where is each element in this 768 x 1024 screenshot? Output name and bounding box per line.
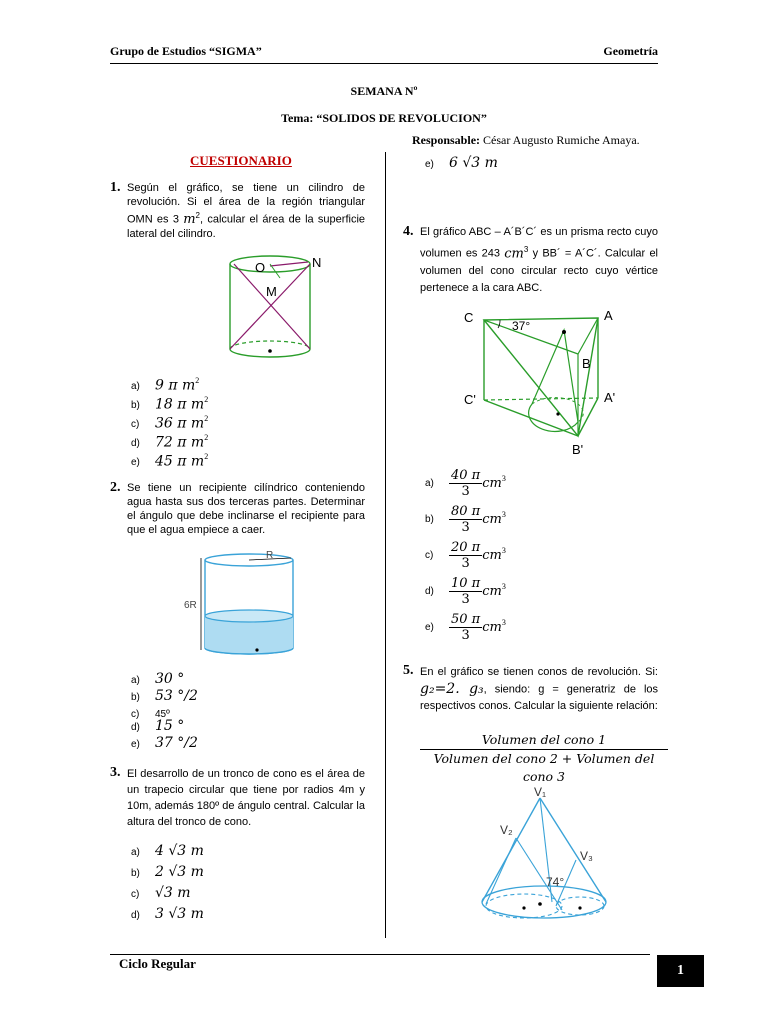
option-label: c) xyxy=(131,419,140,431)
q4-fig-label-c: C xyxy=(464,310,474,325)
q5-fig-label-v3: V₃ xyxy=(580,849,593,863)
option-exp: 2 xyxy=(204,395,209,404)
option-value: 15 ° xyxy=(155,718,185,734)
option-label: e) xyxy=(425,622,434,633)
option-label: d) xyxy=(131,722,140,733)
q5-text-main: En el gráfico se tienen conos de revolución. Si: xyxy=(420,666,658,678)
q5-cones-figure xyxy=(476,784,616,934)
option-label: e) xyxy=(131,457,140,469)
q4-fig-label-b-prime: B' xyxy=(572,442,584,457)
q4-option-b[interactable] xyxy=(425,504,506,540)
q4-prism-figure xyxy=(460,304,630,458)
option-label: d) xyxy=(131,910,140,921)
frac-den: 3 xyxy=(461,592,470,607)
frac-num: 40 π xyxy=(451,468,481,483)
q2-number: 2. xyxy=(110,480,121,495)
q2-fig-label-h: 6R xyxy=(184,600,197,611)
q5-formula: g₂=2. g₃ xyxy=(420,681,484,697)
responsable xyxy=(412,133,640,148)
q2-text: Se tiene un recipiente cilíndrico conteniendo agua hasta sus dos terceras partes. Determinar el ángulo que debe inclinarse el recipiente para que el agua empiece a caer. xyxy=(127,482,365,536)
q4-options xyxy=(425,468,506,648)
q1-option-b[interactable] xyxy=(131,395,208,414)
option-label: a) xyxy=(131,675,140,686)
q4-option-c[interactable] xyxy=(425,540,506,576)
option-label: d) xyxy=(131,438,140,450)
q4-text-exp: 3 xyxy=(523,245,529,254)
q3-option-e[interactable] xyxy=(425,154,498,172)
resp-value: César Augusto Rumiche Amaya. xyxy=(483,133,640,147)
q1-fig-label-m: M xyxy=(266,284,277,299)
q1-fig-label-n: N xyxy=(312,255,322,270)
frac-den: 3 xyxy=(461,556,470,571)
option-label: b) xyxy=(131,400,140,412)
option-label: b) xyxy=(425,514,434,525)
frac-den: 3 xyxy=(461,520,470,535)
tema-title xyxy=(110,111,658,126)
q3-option-b[interactable] xyxy=(131,863,204,884)
option-unit: cm xyxy=(482,548,502,563)
option-exp: 3 xyxy=(501,473,506,483)
semana-title: SEMANA Nº xyxy=(350,84,418,98)
q4-number: 4. xyxy=(403,224,414,239)
q2-option-e[interactable] xyxy=(131,734,198,751)
option-value: 72 π m xyxy=(155,434,205,451)
footer-rule xyxy=(110,954,650,955)
option-value: 2 √3 m xyxy=(155,864,204,880)
q5-ratio-numerator: Volumen del cono 1 xyxy=(420,731,668,750)
q1-option-c[interactable] xyxy=(131,414,208,433)
option-label: d) xyxy=(425,586,434,597)
q5-fig-label-v1: V₁ xyxy=(534,785,547,799)
header-right: Geometría xyxy=(603,44,658,58)
tema-value: “SOLIDOS DE REVOLUCION” xyxy=(316,111,487,125)
q2-option-c[interactable] xyxy=(131,704,198,720)
option-exp: 2 xyxy=(204,452,209,461)
tema-label: Tema: xyxy=(281,111,314,125)
q2-container-figure xyxy=(184,548,304,666)
q3-option-c[interactable] xyxy=(131,884,204,905)
q1-text-unit: m xyxy=(183,211,196,227)
q5-fig-label-v2: V₂ xyxy=(500,823,513,837)
option-label: c) xyxy=(425,550,434,561)
q4-fig-angle: 37° xyxy=(512,319,531,333)
q1-text-end: , calcular el área de la superficie lateral del cilindro. xyxy=(127,213,366,240)
q4-text-end: y BB´ = A´C´. Calcular el volumen del cono circular recto cuyo vértice pertenece a la cara ABC. xyxy=(420,247,659,294)
q3-text: El desarrollo de un tronco de cono es el área de un trapecio circular que tiene por radios 4m y 10m, además 180º de ángulo central. Calcular la altura del tronco de cono. xyxy=(127,768,365,828)
option-label: b) xyxy=(131,868,140,879)
q1-option-e[interactable] xyxy=(131,452,208,471)
q5-text xyxy=(420,664,658,715)
option-value: 36 π m xyxy=(155,415,205,432)
option-value: 18 π m xyxy=(155,396,205,413)
option-value: 37 °/2 xyxy=(155,735,198,751)
q5-number: 5. xyxy=(403,663,414,678)
q3-option-a[interactable] xyxy=(131,842,204,863)
q1-text-exp: 2 xyxy=(195,211,200,220)
option-label: a) xyxy=(425,478,434,489)
option-label: a) xyxy=(131,381,140,393)
option-unit: cm xyxy=(482,620,502,635)
q5-ratio-denominator: Volumen del cono 2 + Volumen del cono 3 xyxy=(433,751,655,784)
option-exp: 3 xyxy=(501,545,506,555)
option-value: 9 π m xyxy=(155,377,196,394)
q5-ratio xyxy=(420,731,668,786)
q1-text xyxy=(127,181,365,241)
q5-fig-angle: 74° xyxy=(546,875,565,889)
option-unit: cm xyxy=(482,476,502,491)
q4-fig-label-a: A xyxy=(604,308,613,323)
frac-num: 50 π xyxy=(451,612,481,627)
option-label: b) xyxy=(131,692,140,703)
q4-fig-label-b: B xyxy=(582,356,591,371)
q1-number: 1. xyxy=(110,180,121,195)
footer-left: Ciclo Regular xyxy=(119,956,196,971)
option-label: a) xyxy=(131,847,140,858)
q4-fig-label-a-prime: A' xyxy=(604,390,616,405)
q2-options xyxy=(131,670,198,751)
option-label: c) xyxy=(131,889,140,900)
option-label: e) xyxy=(425,159,434,170)
header-left: Grupo de Estudios “SIGMA” xyxy=(110,44,262,58)
q4-option-e[interactable] xyxy=(425,612,506,648)
frac-den: 3 xyxy=(461,484,470,499)
column-divider xyxy=(385,152,386,938)
q3-options xyxy=(131,842,204,926)
option-value: √3 m xyxy=(155,885,191,901)
option-value: 45º xyxy=(155,709,170,720)
q4-option-d[interactable] xyxy=(425,576,506,612)
option-value: 6 √3 m xyxy=(449,155,498,171)
q1-text-main: Según el gráfico, se tiene un cilindro de revolución. Si el área de la región triangular OMN es 3 xyxy=(127,182,365,226)
q1-option-a[interactable] xyxy=(131,376,208,395)
q5-text-end: , siendo: g = generatriz de los respectivos conos. Calcular la siguiente relación: xyxy=(420,683,659,713)
page-number: 1 xyxy=(657,955,704,987)
q1-fig-label-o: O xyxy=(255,260,266,275)
q1-cylinder-figure xyxy=(220,250,330,368)
option-exp: 3 xyxy=(501,617,506,627)
option-unit: cm xyxy=(482,512,502,527)
q2-option-d[interactable] xyxy=(131,717,198,734)
frac-num: 80 π xyxy=(451,504,481,519)
cuestionario-heading: CUESTIONARIO xyxy=(190,153,292,168)
option-value: 4 √3 m xyxy=(155,843,204,859)
option-label: e) xyxy=(131,739,140,750)
option-exp: 2 xyxy=(204,414,209,423)
q4-text-unit: cm xyxy=(504,246,524,262)
option-value: 53 °/2 xyxy=(155,688,198,704)
option-exp: 3 xyxy=(501,509,506,519)
option-exp: 3 xyxy=(501,581,506,591)
option-exp: 2 xyxy=(195,376,200,385)
frac-num: 10 π xyxy=(451,576,481,591)
option-value: 45 π m xyxy=(155,453,205,470)
q4-text xyxy=(420,224,658,297)
q1-option-d[interactable] xyxy=(131,433,208,452)
q3-number: 3. xyxy=(110,765,121,780)
header-rule xyxy=(110,63,658,64)
option-value: 3 √3 m xyxy=(155,906,204,922)
q4-fig-label-c-prime: C' xyxy=(464,392,476,407)
q2-option-b[interactable] xyxy=(131,687,198,704)
frac-den: 3 xyxy=(461,628,470,643)
resp-label: Responsable: xyxy=(412,133,481,147)
q2-fig-label-r: R xyxy=(266,550,274,561)
q2-option-a[interactable] xyxy=(131,670,198,687)
option-exp: 2 xyxy=(204,433,209,442)
option-unit: cm xyxy=(482,584,502,599)
option-value: 30 ° xyxy=(155,671,185,687)
q3-option-d[interactable] xyxy=(131,905,204,926)
q1-options xyxy=(131,376,208,471)
option-label: c) xyxy=(131,709,140,720)
q4-text-main: El gráfico ABC – A´B´C´ es un prisma recto cuyo volumen es 243 xyxy=(420,226,658,260)
q4-option-a[interactable] xyxy=(425,468,506,504)
frac-num: 20 π xyxy=(451,540,481,555)
